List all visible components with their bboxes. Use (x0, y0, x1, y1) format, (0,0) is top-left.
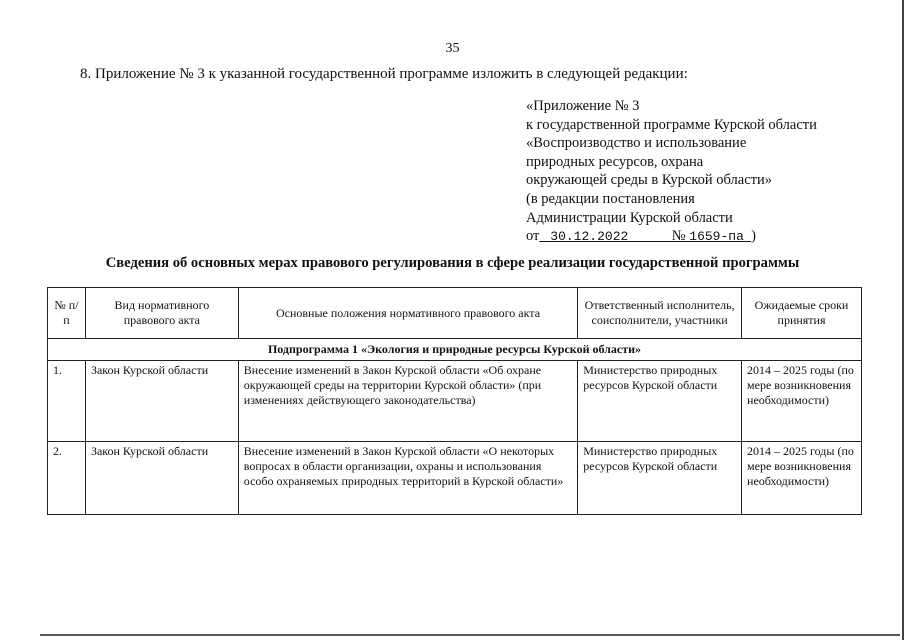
table-row (48, 361, 862, 442)
table-header-row (48, 288, 862, 339)
number-prefix: № (671, 228, 686, 245)
header-num: № п/п (48, 288, 86, 339)
scan-edge-right (902, 0, 904, 640)
header-content: Основные положения нормативного правового акта (238, 288, 577, 339)
header-executor: Ответственный исполнитель, соисполнители, участники (578, 288, 742, 339)
appendix-line: природных ресурсов, охрана (526, 153, 704, 170)
appendix-date-line (526, 227, 817, 247)
table-heading: Сведения об основных мерах правового регулирования в сфере реализации государственной программы (105, 255, 800, 271)
from-prefix: от (526, 228, 540, 245)
appendix-line: «Воспроизводство и использование (526, 135, 747, 152)
close-paren: ) (751, 228, 756, 245)
subprogram-title: Подпрограмма 1 «Экология и природные ресурсы Курской области» (48, 339, 862, 361)
cell-content: Внесение изменений в Закон Курской области «О некоторых вопросах в области организации, охраны и использования особо охраняемых природных территорий в Курской области» (238, 442, 577, 515)
date-value: 30.12.2022 (550, 229, 629, 245)
subprogram-row (48, 339, 862, 361)
intro-text: 8. Приложение № 3 к указанной государственной программе изложить в следующей редакции: (80, 66, 688, 82)
scan-edge-bottom (40, 634, 900, 636)
appendix-block (526, 97, 817, 247)
table-row (48, 442, 862, 515)
number-value: 1659-па (689, 229, 744, 245)
cell-content: Внесение изменений в Закон Курской области «Об охране окружающей среды на территории Курской области» (при изменениях действующего законодательства) (238, 361, 577, 442)
cell-terms: 2014 – 2025 годы (по мере возникновения необходимости) (742, 361, 862, 442)
appendix-line: (в редакции постановления (526, 190, 695, 207)
cell-act-type: Закон Курской области (85, 361, 238, 442)
header-terms: Ожидаемые сроки принятия (742, 288, 862, 339)
header-act-type: Вид нормативного правового акта (85, 288, 238, 339)
cell-executor: Министерство природных ресурсов Курской области (578, 442, 742, 515)
appendix-line: к государственной программе Курской области (526, 116, 817, 133)
cell-act-type: Закон Курской области (85, 442, 238, 515)
cell-terms: 2014 – 2025 годы (по мере возникновения необходимости) (742, 442, 862, 515)
cell-num: 1. (48, 361, 86, 442)
appendix-line: «Приложение № 3 (526, 98, 640, 114)
date-field (539, 228, 671, 244)
cell-executor: Министерство природных ресурсов Курской области (578, 361, 742, 442)
appendix-line: окружающей среды в Курской области» (526, 172, 773, 189)
measures-table (47, 287, 862, 515)
number-field (686, 228, 751, 244)
appendix-line: Администрации Курской области (526, 209, 733, 226)
page-number: 35 (445, 41, 460, 56)
cell-num: 2. (48, 442, 86, 515)
